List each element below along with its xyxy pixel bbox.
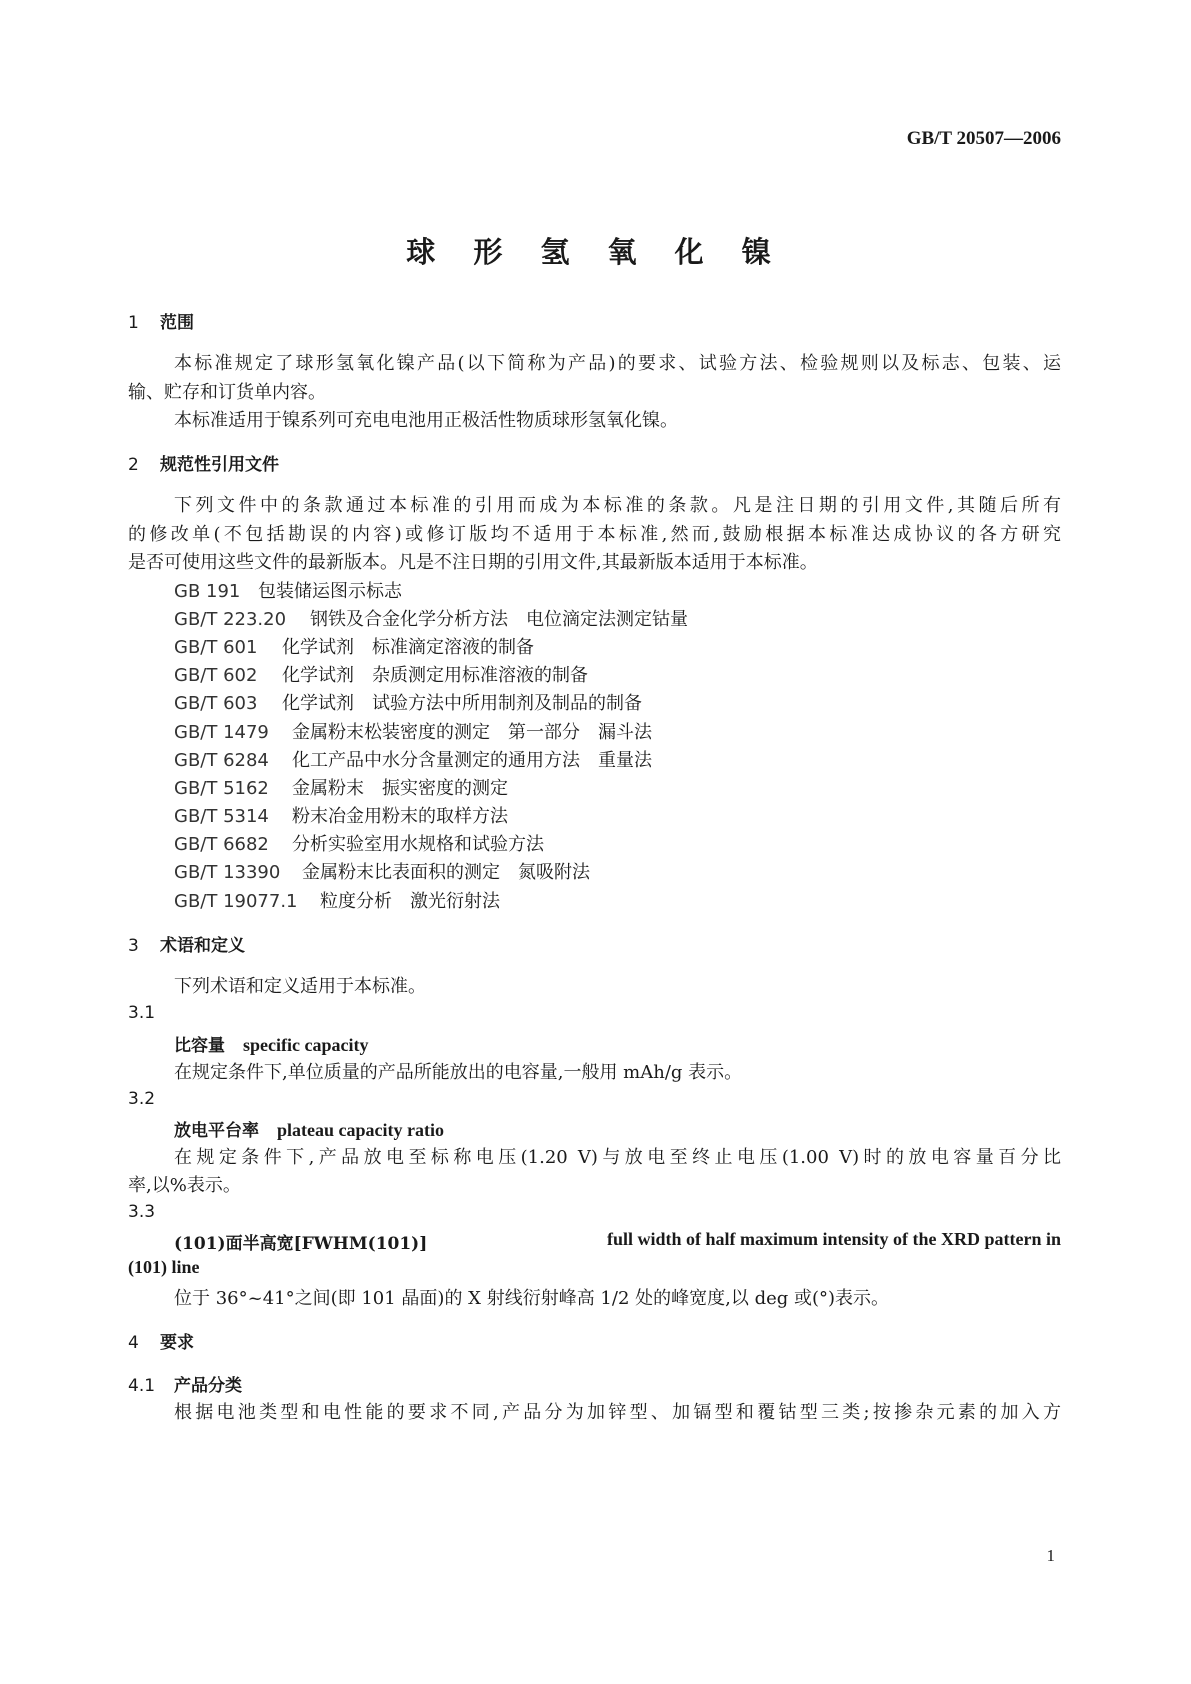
term-entry — [174, 1229, 1061, 1254]
term-entry — [174, 1116, 444, 1141]
reference-title: 金属粉末比表面积的测定 氮吸附法 — [302, 862, 590, 883]
reference-code: GB/T 223.20 — [174, 609, 287, 630]
term-chinese: 放电平台率 — [174, 1121, 259, 1141]
reference-item — [174, 830, 544, 856]
section-number: 3 — [128, 936, 139, 956]
reference-item — [174, 858, 590, 884]
document-title: 球 形 氢 氧 化 镍 — [406, 235, 785, 269]
reference-item — [174, 746, 652, 772]
reference-item — [174, 887, 500, 913]
reference-item — [174, 661, 588, 687]
reference-title: 化工产品中水分含量测定的通用方法 重量法 — [292, 750, 652, 771]
reference-item — [174, 633, 534, 659]
term-english: full width of half maximum intensity of the XRD pattern in — [606, 1229, 1061, 1249]
definition-line: 位于 36°~41°之间(即 101 晶面)的 X 射线衍射峰高 1/2 处的峰宽度,以 deg 或(°)表示。 — [174, 1288, 890, 1309]
reference-code: GB/T 6682 — [174, 834, 269, 855]
definition-line: 在规定条件下,产品放电至标称电压(1.20 V)与放电至终止电压(1.00 V)时的放电容量百分比 — [174, 1147, 1061, 1168]
term-chinese: 比容量 — [174, 1036, 225, 1056]
reference-title: 化学试剂 试验方法中所用制剂及制品的制备 — [282, 693, 642, 714]
reference-title: 粒度分析 激光衍射法 — [320, 891, 500, 912]
reference-code: GB/T 602 — [174, 665, 258, 686]
reference-code: GB/T 603 — [174, 693, 258, 714]
reference-title: 粉末冶金用粉末的取样方法 — [292, 806, 508, 827]
definition-line: 在规定条件下,单位质量的产品所能放出的电容量,一般用 mAh/g 表示。 — [174, 1062, 743, 1083]
paragraph-line: 下列术语和定义适用于本标准。 — [174, 976, 426, 997]
reference-code: GB/T 19077.1 — [174, 891, 298, 912]
reference-title: 化学试剂 标准滴定溶液的制备 — [282, 637, 534, 658]
section-number: 4 — [128, 1333, 139, 1353]
term-english: plateau capacity ratio — [277, 1120, 444, 1140]
reference-title: 钢铁及合金化学分析方法 电位滴定法测定钴量 — [310, 609, 688, 630]
section-title: 规范性引用文件 — [160, 455, 279, 475]
reference-code: GB 191 — [174, 581, 241, 602]
section-number: 1 — [128, 313, 139, 333]
paragraph-line: 根据电池类型和电性能的要求不同,产品分为加锌型、加镉型和覆钴型三类;按掺杂元素的加入方 — [174, 1402, 1061, 1423]
reference-code: GB/T 13390 — [174, 862, 281, 883]
term-chinese: (101)面半高宽[FWHM(101)] — [174, 1234, 428, 1254]
reference-title: 金属粉末松装密度的测定 第一部分 漏斗法 — [292, 722, 652, 743]
subsection-number: 4.1 — [128, 1376, 156, 1396]
section-1-heading — [128, 308, 194, 333]
section-4-heading — [128, 1328, 194, 1353]
clause-number: 3.3 — [128, 1202, 156, 1222]
reference-title: 金属粉末 振实密度的测定 — [292, 778, 508, 799]
section-title: 范围 — [160, 313, 194, 333]
definition-line: 率,以%表示。 — [128, 1175, 241, 1196]
reference-title: 分析实验室用水规格和试验方法 — [292, 834, 544, 855]
paragraph-line: 下列文件中的条款通过本标准的引用而成为本标准的条款。凡是注日期的引用文件,其随后所有 — [174, 495, 1061, 516]
paragraph-line: 本标准规定了球形氢氧化镍产品(以下简称为产品)的要求、试验方法、检验规则以及标志、包装、运 — [174, 353, 1061, 374]
reference-item — [174, 577, 402, 603]
term-entry — [174, 1031, 368, 1056]
reference-code: GB/T 1479 — [174, 722, 269, 743]
section-2-heading — [128, 450, 279, 475]
paragraph-line: 是否可使用这些文件的最新版本。凡是不注日期的引用文件,其最新版本适用于本标准。 — [128, 552, 818, 573]
reference-item — [174, 718, 652, 744]
reference-title: 包装储运图示标志 — [258, 581, 402, 602]
section-3-heading — [128, 931, 245, 956]
reference-code: GB/T 5314 — [174, 806, 269, 827]
reference-code: GB/T 601 — [174, 637, 258, 658]
paragraph-line: 本标准适用于镍系列可充电电池用正极活性物质球形氢氧化镍。 — [174, 410, 678, 431]
reference-item — [174, 605, 688, 631]
term-english: specific capacity — [243, 1035, 369, 1055]
clause-number: 3.1 — [128, 1003, 156, 1023]
subsection-4-1-heading — [128, 1371, 242, 1396]
reference-code: GB/T 5162 — [174, 778, 269, 799]
reference-code: GB/T 6284 — [174, 750, 269, 771]
term-english-continued: (101) line — [128, 1257, 200, 1277]
paragraph-line: 的修改单(不包括勘误的内容)或修订版均不适用于本标准,然而,鼓励根据本标准达成协议的各方研究 — [128, 524, 1061, 545]
clause-number: 3.2 — [128, 1089, 156, 1109]
paragraph-line: 输、贮存和订货单内容。 — [128, 382, 326, 403]
page-number: 1 — [1046, 1546, 1055, 1565]
reference-item — [174, 774, 508, 800]
section-title: 要求 — [160, 1333, 194, 1353]
reference-item — [174, 689, 642, 715]
subsection-title: 产品分类 — [174, 1376, 242, 1396]
standard-code: GB/T 20507—2006 — [906, 128, 1061, 149]
section-number: 2 — [128, 455, 139, 475]
section-title: 术语和定义 — [160, 936, 245, 956]
reference-item — [174, 802, 508, 828]
reference-title: 化学试剂 杂质测定用标准溶液的制备 — [282, 665, 588, 686]
